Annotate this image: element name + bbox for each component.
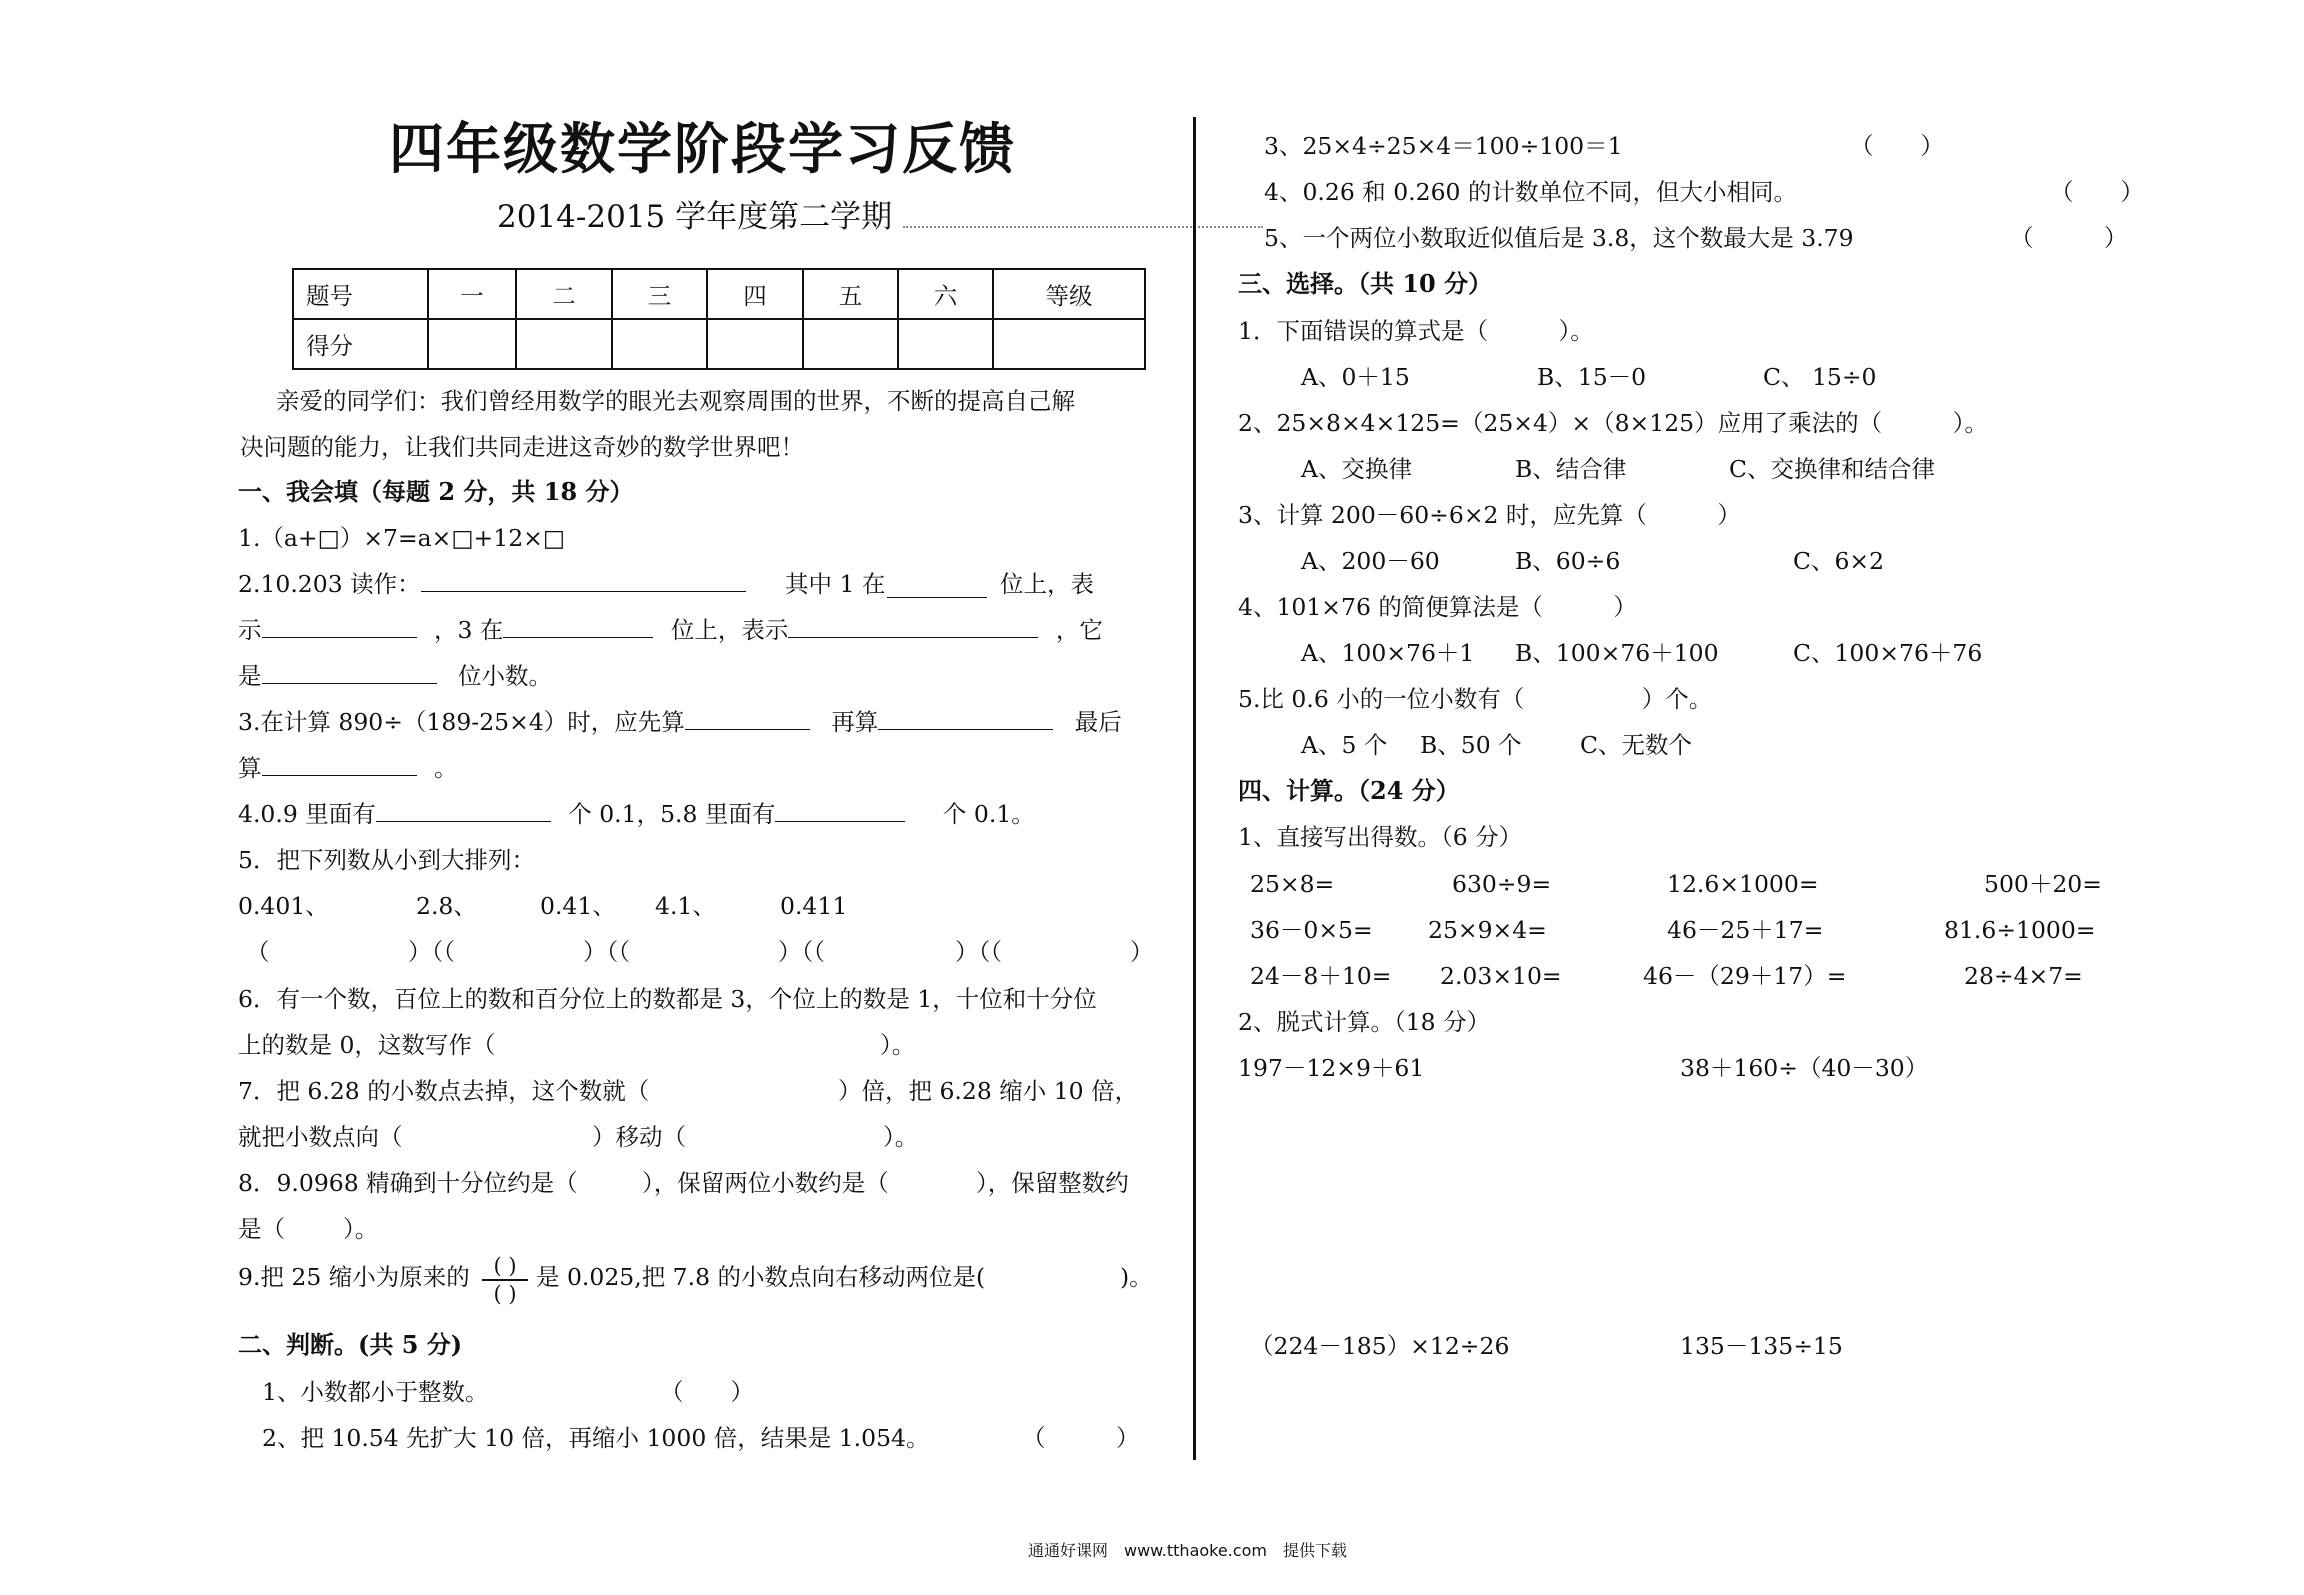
choice-question: 3、计算 200－60÷6×2 时，应先算（ ） [1238,501,1741,529]
q8-part: ）。 [343,1215,379,1243]
direct-calc-item: 28÷4×7= [1964,962,2083,990]
q1-text: 1.（a+□）×7=a×□+12×□ [238,524,566,552]
direct-calc-item: 46－（29＋17）= [1643,962,1847,990]
step-calc-label: 2、脱式计算。（18 分） [1238,1008,1491,1036]
choice-option[interactable]: C、 15÷0 [1763,363,1877,391]
choice-option[interactable]: A、0＋15 [1301,363,1410,391]
q2-part: ，它 [1055,616,1103,644]
section3-heading: 三、选择。（共 10 分） [1238,269,1493,298]
section4-heading: 四、计算。（24 分） [1238,776,1460,805]
choice-option[interactable]: C、交换律和结合律 [1729,455,1935,483]
choice-option[interactable]: C、6×2 [1793,547,1885,575]
term-subtitle: 2014-2015 学年度第二学期 [497,199,893,235]
q2-part: 示 [238,616,262,644]
q2-line1 [238,569,746,599]
q5-order-paren: ）（（ [583,938,630,966]
q8-part: 是（ [238,1215,285,1243]
q6-line2: 上的数是 0，这数写作（ [238,1031,496,1059]
intro-line-1: 亲爱的同学们：我们曾经用数学的眼光去观察周围的世界，不断的提高自己解 [276,387,1075,415]
score-cell[interactable] [803,319,898,369]
score-cell[interactable] [612,319,707,369]
direct-calc-item: 81.6÷1000= [1944,916,2096,944]
step-calc-item: （224－185）×12÷26 [1250,1332,1510,1360]
q3-part: 算 [238,754,262,782]
direct-calc-item: 12.6×1000= [1667,870,1819,898]
direct-calc-item: 36－0×5= [1250,916,1373,944]
q2-part: 位上，表 [1000,570,1094,598]
q4-part: 4.0.9 里面有 [238,800,376,828]
header-cell: 六 [898,269,993,319]
header-cell: 题号 [293,269,428,319]
q8-part: 8．9.0968 精确到十分位约是（ [238,1169,578,1197]
q5-num: 4.1、 [655,892,716,920]
direct-calc-item: 25×8= [1250,870,1335,898]
step-calc-item: 135－135÷15 [1680,1332,1843,1360]
answer-blank[interactable] [376,799,551,822]
q3-part: 再算 [831,708,879,736]
fraction-numerator: ( ) [493,1254,517,1278]
answer-blank[interactable] [685,707,810,730]
section2-heading: 二、判断。(共 5 分) [238,1330,463,1359]
judge-item-text: 5、一个两位小数取近似值后是 3.8，这个数最大是 3.79 [1264,224,1854,252]
score-table-header-row [293,269,1145,319]
choice-option[interactable]: B、15－0 [1537,363,1647,391]
choice-option[interactable]: B、60÷6 [1515,547,1621,575]
direct-calc-item: 24－8＋10= [1250,962,1392,990]
section1-heading: 一、我会填（每题 2 分，共 18 分） [238,477,634,506]
direct-calc-item: 630÷9= [1452,870,1552,898]
score-cell[interactable] [428,319,516,369]
q5-num: 0.41、 [540,892,616,920]
answer-blank[interactable] [788,615,1038,638]
q2-part: 位小数。 [457,662,552,690]
q7-part: ）。 [883,1123,919,1151]
q5-num: 0.411 [780,892,848,920]
q8-part: ），保留整数约 [976,1169,1129,1197]
q5-order-paren: ）（（ [778,938,825,966]
judge-item-paren[interactable]: （ ） [1850,132,1944,160]
choice-question: 5.比 0.6 小的一位小数有（ ）个。 [1238,685,1713,713]
q4-part: 个 0.1。 [942,800,1035,828]
answer-blank[interactable] [262,661,437,684]
score-cell[interactable] [898,319,993,369]
answer-blank[interactable] [878,707,1053,730]
q6-close: ）。 [880,1031,916,1059]
choice-option[interactable]: A、5 个 [1301,731,1388,759]
q7-part: ）倍，把 6.28 缩小 10 倍， [838,1077,1139,1105]
choice-option[interactable]: A、100×76＋1 [1301,639,1475,667]
step-calc-item: 38＋160÷（40－30） [1680,1054,1929,1082]
answer-blank[interactable] [421,569,746,592]
q7-part: ）移动（ [592,1123,686,1151]
direct-calc-label: 1、直接写出得数。（6 分） [1238,823,1523,851]
dotted-line [903,226,1263,228]
q2-line3 [238,661,552,691]
q9-part: 是 0.025,把 7.8 的小数点向右移动两位是( [536,1263,986,1291]
judge-item-text: 2、把 10.54 先扩大 10 倍，再缩小 1000 倍，结果是 1.054。 [262,1424,930,1452]
q8-part: ），保留两位小数约是（ [642,1169,889,1197]
choice-question: 4、101×76 的简便算法是（ ） [1238,593,1637,621]
header-cell: 五 [803,269,898,319]
choice-option[interactable]: B、50 个 [1420,731,1522,759]
q5-order-paren: ） [1130,938,1154,966]
q7-part: 7．把 6.28 的小数点去掉，这个数就（ [238,1077,650,1105]
q2-part: 位上，表示 [670,616,789,644]
judge-item-text: 1、小数都小于整数。 [262,1378,489,1406]
direct-calc-item: 25×9×4= [1428,916,1547,944]
choice-option[interactable]: A、交换律 [1301,455,1412,483]
row-label-cell: 得分 [293,319,428,369]
choice-question: 1．下面错误的算式是（ ）。 [1238,317,1594,345]
q3-line1 [238,707,1122,737]
q9-part: 9.把 25 缩小为原来的 [238,1263,470,1291]
score-cell[interactable] [993,319,1145,369]
header-cell: 一 [428,269,516,319]
intro-line-2: 决问题的能力，让我们共同走进这奇妙的数学世界吧！ [240,433,804,461]
direct-calc-item: 500＋20= [1984,870,2102,898]
fraction-bar [482,1279,528,1281]
judge-item-text: 4、0.26 和 0.260 的计数单位不同，但大小相同。 [1264,178,1797,206]
page-title: 四年级数学阶段学习反馈 [389,116,1017,181]
step-calc-item: 197－12×9＋61 [1238,1054,1425,1082]
score-cell[interactable] [516,319,612,369]
q2-part: 其中 1 在 [785,570,886,598]
fraction-denominator: ( ) [493,1282,517,1306]
q3-part: 3.在计算 890÷（189-25×4）时，应先算 [238,708,685,736]
q7-part: 就把小数点向（ [238,1123,403,1151]
q2-part: ，3 在 [433,616,504,644]
q9-fraction[interactable] [480,1254,530,1306]
header-cell: 四 [707,269,803,319]
q5-order-paren: （ [246,938,270,966]
header-cell: 等级 [993,269,1145,319]
q5-order-paren: ）（（ [408,938,455,966]
q3-part: 。 [433,754,458,782]
answer-blank[interactable] [262,615,417,638]
q3-line2 [238,753,457,783]
judge-item-text: 3、25×4÷25×4＝100÷100＝1 [1264,132,1623,160]
q4-part: 个 0.1，5.8 里面有 [568,800,776,828]
q5-order-paren: ）（（ [955,938,1002,966]
q4-line [238,799,1035,829]
direct-calc-item: 2.03×10= [1440,962,1562,990]
answer-blank[interactable] [887,575,987,598]
judge-item-paren[interactable]: （ ） [2010,224,2128,252]
choice-option[interactable]: C、100×76＋76 [1793,639,1983,667]
q2-label: 2.10.203 读作： [238,570,421,598]
choice-option[interactable]: A、200－60 [1301,547,1440,575]
judge-item-paren[interactable]: （ ） [1022,1424,1140,1452]
q2-line2 [238,615,1103,645]
q6-line1: 6．有一个数，百位上的数和百分位上的数都是 3，个位上的数是 1，十位和十分位 [238,985,1097,1013]
choice-option[interactable]: B、100×76＋100 [1515,639,1719,667]
q5-label: 5．把下列数从小到大排列： [238,846,535,874]
score-cell[interactable] [707,319,803,369]
answer-blank[interactable] [262,753,417,776]
score-table-score-row [293,319,1145,369]
answer-blank[interactable] [775,799,905,822]
answer-blank[interactable] [503,615,653,638]
direct-calc-item: 46－25＋17= [1667,916,1824,944]
header-cell: 三 [612,269,707,319]
choice-question: 2、25×8×4×125=（25×4）×（8×125）应用了乘法的（ ）。 [1238,409,1988,437]
q9-part: )。 [1120,1263,1153,1291]
judge-item-paren[interactable]: （ ） [660,1378,754,1406]
q5-num: 0.401、 [238,892,329,920]
judge-item-paren[interactable]: （ ） [2050,178,2144,206]
q5-num: 2.8、 [416,892,477,920]
q2-part: 是 [238,662,262,690]
choice-option[interactable]: B、结合律 [1515,455,1627,483]
choice-option[interactable]: C、无数个 [1580,731,1692,759]
score-table [292,268,1146,370]
footer-source: 通通好课网 www.tthaoke.com 提供下载 [1028,1541,1347,1560]
header-cell: 二 [516,269,612,319]
q3-part: 最后 [1074,708,1122,736]
column-divider [1193,117,1196,1460]
